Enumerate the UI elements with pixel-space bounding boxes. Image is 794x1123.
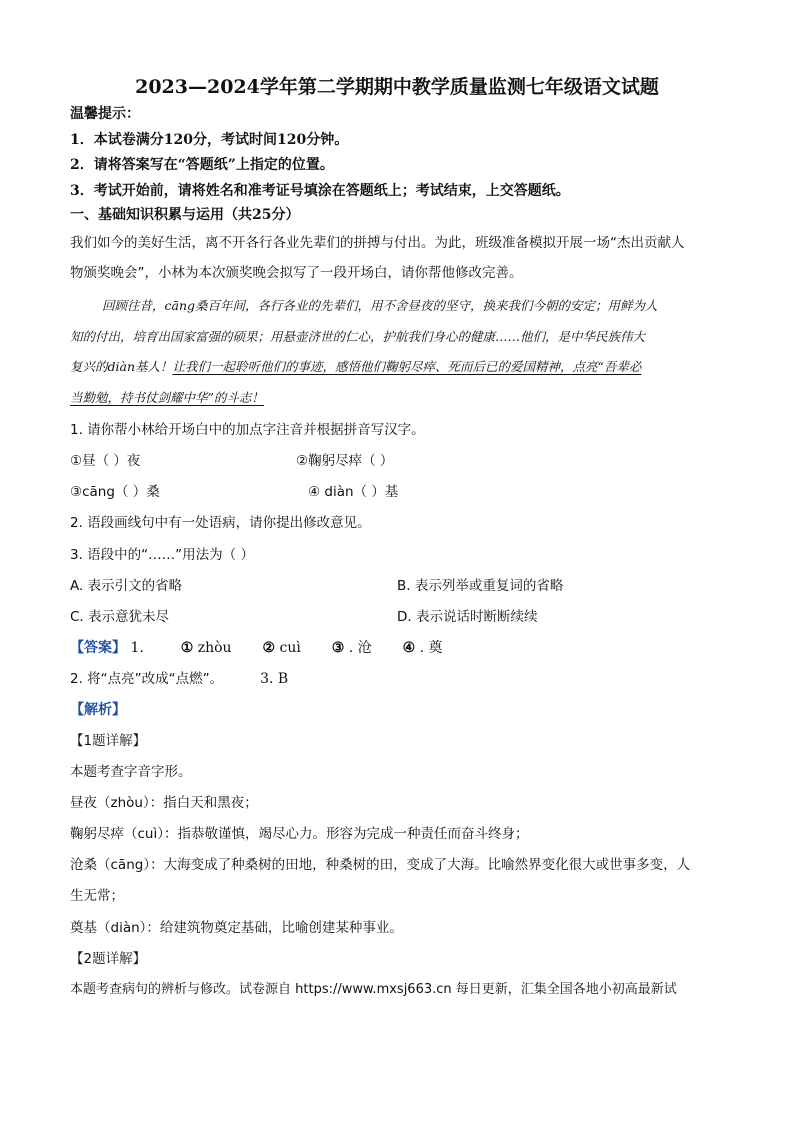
passage-underlined-sentence-part-1: 让我们一起聆听他们的事迹，感悟他们鞠躬尽瘁、死而后已的爱国精神，点亮“吾辈必 <box>172 359 642 374</box>
question-1-item-c: ③cāng（ ）桑 <box>70 484 160 500</box>
exam-title: 2023—2024学年第二学期期中教学质量监测七年级语文试题 <box>135 76 659 98</box>
passage-line-3 <box>70 357 641 377</box>
question-3-option-b: B. 表示列举或重复词的省略 <box>397 578 564 594</box>
answer-q3: 3. B <box>260 671 289 687</box>
answer-item-2-num: ② <box>262 640 276 656</box>
answer-item-3: . 沧 <box>348 640 372 656</box>
detail-1-line-2: 昼夜（zhòu）：指白天和黑夜； <box>70 795 258 811</box>
detail-2-line-1: 本题考查病句的辨析与修改。试卷源自 https://www.mxsj663.cn 每日更新，汇集全国各地小初高最新试 <box>70 982 677 997</box>
detail-1-line-1: 本题考查字音字形。 <box>70 764 192 780</box>
question-3-option-c: C. 表示意犹未尽 <box>70 609 170 625</box>
question-3-option-a: A. 表示引文的省略 <box>70 578 183 594</box>
passage-line-2: 知的付出，培育出国家富强的硕果；用悬壶济世的仁心，护航我们身心的健康……他们，是中华民族伟大 <box>70 329 646 344</box>
tips-heading: 温馨提示： <box>70 106 140 122</box>
detail-1-line-4: 沧桑（cāng）：大海变成了种桑树的田地，种桑树的田，变成了大海。比喻然界变化很大或世事多变，人 <box>70 857 691 873</box>
answer-item-2: cuì <box>279 640 301 656</box>
answer-item-3-num: ③ <box>331 640 345 656</box>
analysis-label: 【解析】 <box>70 702 126 718</box>
detail-1-heading: 【1题详解】 <box>70 733 147 749</box>
intro-line-2: 物颁奖晚会”，小林为本次颁奖晚会拟写了一段开场白，请你帮他修改完善。 <box>70 265 523 281</box>
answer-line <box>70 638 443 658</box>
answer-q1-prefix: 1. <box>130 640 144 656</box>
answer-label: 【答案】 <box>70 640 126 656</box>
question-1-item-b: ②鞠躬尽瘁（ ） <box>296 453 394 469</box>
passage-line-1: 回顾往昔，cāng桑百年间，各行各业的先辈们，用不舍昼夜的坚守，换来我们今朝的安定；用鲜为人 <box>102 298 658 313</box>
tip-1: 1．本试卷满分120分，考试时间120分钟。 <box>70 132 349 148</box>
passage-line-3-plain: 复兴的diàn基人！ <box>70 359 173 374</box>
section-heading: 一、基础知识积累与运用（共25分） <box>70 207 300 223</box>
question-3-stem: 3. 语段中的“……”用法为（ ） <box>70 547 254 563</box>
answer-item-4-num: ④ <box>402 640 416 656</box>
question-1-item-a: ①昼（ ）夜 <box>70 453 141 469</box>
intro-line-1: 我们如今的美好生活，离不开各行各业先辈们的拼搏与付出。为此，班级准备模拟开展一场“杰出贡献人 <box>70 235 685 251</box>
tip-3: 3．考试开始前，请将姓名和准考证号填涂在答题纸上；考试结束，上交答题纸。 <box>70 183 570 199</box>
answer-q2: 2. 将“点亮”改成“点燃”。 <box>70 671 224 687</box>
answer-q2-q3-line <box>70 669 288 689</box>
question-1-stem: 1. 请你帮小林给开场白中的加点字注音并根据拼音写汉字。 <box>70 422 425 438</box>
answer-item-1: zhòu <box>197 640 232 656</box>
detail-1-line-6: 奠基（diàn）：给建筑物奠定基础，比喻创建某种事业。 <box>70 920 403 936</box>
detail-2-heading: 【2题详解】 <box>70 951 147 967</box>
question-2-stem: 2. 语段画线句中有一处语病，请你提出修改意见。 <box>70 515 371 531</box>
question-1-item-d: ④ diàn（ ）基 <box>308 484 399 500</box>
passage-underlined-sentence-part-2: 当勤勉，持书仗剑耀中华”的斗志！ <box>70 390 264 405</box>
detail-1-line-5: 生无常； <box>70 888 124 904</box>
answer-item-4: . 奠 <box>419 640 443 656</box>
question-3-option-d: D. 表示说话时断断续续 <box>397 609 538 625</box>
detail-1-line-3: 鞠躬尽瘁（cuì）：指恭敬谨慎，竭尽心力。形容为完成一种责任而奋斗终身； <box>70 826 529 842</box>
answer-item-1-num: ① <box>180 640 194 656</box>
tip-2: 2．请将答案写在“答题纸”上指定的位置。 <box>70 157 334 173</box>
